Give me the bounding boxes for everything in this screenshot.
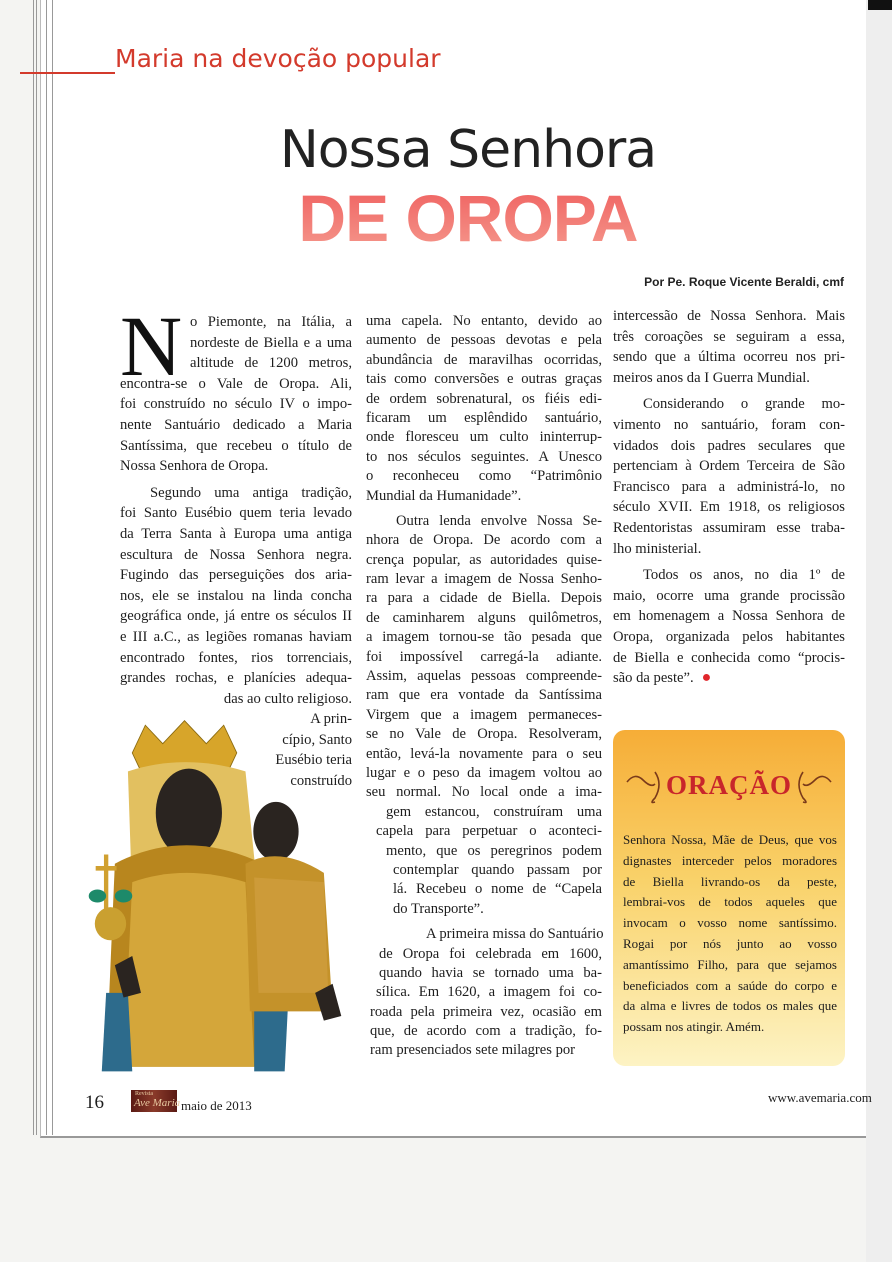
text-line: vimento no santuário, foram con- bbox=[613, 416, 845, 433]
text-line: construído bbox=[290, 773, 352, 790]
text-line: ram presenciados sete milagres por bbox=[370, 1042, 576, 1059]
text-line: Eusébio teria bbox=[275, 752, 352, 769]
text-line: de Biella e conhecida como “procis- bbox=[613, 649, 845, 666]
text-line: nordeste de Biella e a uma bbox=[190, 334, 352, 351]
text-line: sendo que a última ocorreu nos pri- bbox=[613, 349, 845, 366]
byline: Por Pe. Roque Vicente Beraldi, cmf bbox=[644, 275, 844, 289]
text-line: Virgem que a imagem permaneces- bbox=[366, 706, 602, 723]
text-line: foi impossível carregá-la adiante. bbox=[366, 648, 602, 665]
text-line: Considerando o grande mo- bbox=[643, 396, 845, 413]
text-line: da Terra Santa à Europa uma antiga bbox=[120, 525, 352, 542]
title-line-2: DE OROPA bbox=[0, 180, 892, 256]
text-line: escultura de Nossa Senhora negra. bbox=[120, 546, 352, 563]
text-line: ram levar a imagem de Nossa Senho- bbox=[366, 571, 602, 588]
text-line: aumento de pessoas devotas e pela bbox=[366, 332, 602, 349]
text-line: encontrado fontes, rios torrenciais, bbox=[120, 649, 352, 666]
text-line: beneficiados com a saúde do corpo e bbox=[623, 977, 837, 993]
kicker-rule bbox=[20, 72, 115, 74]
text-line: sílica. Em 1620, a imagem foi co- bbox=[376, 984, 602, 1001]
text-line: foi construído no século IV o impo- bbox=[120, 396, 352, 413]
text-line: e III a.C., as legiões romanas haviam bbox=[120, 628, 352, 645]
prayer-title: ORAÇÃO bbox=[666, 770, 792, 800]
text-line: o Piemonte, na Itália, a bbox=[190, 314, 352, 330]
text-line: lá. Recebeu o nome de “Capela bbox=[393, 881, 602, 898]
text-line: amantíssimo Filho, para que sejamos bbox=[623, 956, 837, 972]
text-line: crença popular, as autoridades quise- bbox=[366, 551, 602, 568]
text-line: nhora de Oropa. De acordo com a bbox=[366, 532, 602, 549]
text-line: roada pela primeira vez, ocasião em bbox=[370, 1003, 602, 1020]
issue-date: maio de 2013 bbox=[181, 1098, 252, 1113]
text-line: Santíssima, que recebeu o título de bbox=[120, 437, 352, 454]
text-line: lho ministerial. bbox=[613, 540, 702, 557]
text-line: são da peste”. bbox=[613, 670, 694, 687]
text-line: possam nos atingir. Amém. bbox=[623, 1019, 765, 1035]
page-number: 16 bbox=[85, 1092, 104, 1113]
text-line: onde floresceu um culto ininterrup- bbox=[366, 429, 602, 446]
text-line: ram que era vontade da Santíssima bbox=[366, 687, 602, 704]
text-line: grandes rochas, e planícies adequa- bbox=[120, 670, 352, 687]
text-line: lugar e o peso da imagem voltou ao bbox=[366, 764, 602, 781]
text-line: Senhora Nossa, Mãe de Deus, que vos bbox=[623, 832, 837, 847]
text-line: mento, que os peregrinos podem bbox=[386, 842, 602, 859]
section-kicker: Maria na devoção popular bbox=[115, 44, 441, 73]
text-line: Nossa Senhora de Oropa. bbox=[120, 458, 269, 475]
text-line: seu normal. No local onde a ima- bbox=[366, 784, 602, 801]
text-line: quando havia se tornado uma ba- bbox=[379, 964, 602, 981]
text-line: Assim, aquelas pessoas compreende- bbox=[366, 668, 602, 685]
text-line: contemplar quando passam por bbox=[393, 861, 602, 878]
magazine-logo bbox=[131, 1090, 181, 1112]
text-line: da alma e livres de todos os males que bbox=[623, 998, 837, 1014]
article-column-2 bbox=[366, 312, 602, 1061]
text-line: to nos séculos seguintes. A Unesco bbox=[366, 448, 602, 465]
prayer-text bbox=[623, 830, 837, 1038]
text-line: de Oropa foi celebrada em 1600, bbox=[379, 945, 602, 962]
text-line: Mundial da Humanidade”. bbox=[366, 487, 522, 504]
text-line: dignastes interceder pelos moradores bbox=[623, 852, 837, 868]
text-line: Fugindo das perseguições dos aria- bbox=[120, 567, 352, 584]
text-line: lembrai-vos de todos aqueles que bbox=[623, 894, 837, 910]
text-line: meiros anos da I Guerra Mundial. bbox=[613, 369, 810, 386]
text-line: se no Vale de Oropa. Resolveram, bbox=[366, 726, 602, 743]
logo-name: Ave Maria bbox=[134, 1097, 181, 1109]
text-line: ra para a cidade de Biella. Depois bbox=[366, 590, 602, 607]
text-line: de caminharem alguns quilômetros, bbox=[366, 609, 602, 626]
text-line: altitude de 1200 metros, bbox=[190, 355, 352, 372]
text-line: nente Santuário dedicado a Maria bbox=[120, 416, 352, 433]
text-line: que, de acordo com a tradição, fo- bbox=[370, 1023, 602, 1040]
text-line: das ao culto religioso. bbox=[223, 690, 352, 707]
article-column-1 bbox=[120, 312, 352, 792]
drop-cap: N bbox=[120, 298, 183, 394]
text-line: abundância de maravilhas ocorridas, bbox=[366, 351, 602, 368]
text-line: o reconheceu como “Patrimônio bbox=[366, 468, 602, 485]
text-line: capela para perpetuar o aconteci- bbox=[376, 823, 602, 840]
text-line: encontra-se o Vale de Oropa. Ali, bbox=[120, 375, 352, 392]
article-column-3 bbox=[613, 306, 845, 689]
text-line: maio, ocorre uma grande procissão bbox=[613, 587, 845, 604]
text-line: invocam o vosso nome santíssimo. bbox=[623, 915, 837, 931]
text-line: do Transporte”. bbox=[393, 900, 484, 917]
text-line: Francisco para a administrá-lo, no bbox=[613, 478, 845, 495]
text-line: em homenagem a Nossa Senhora de bbox=[613, 608, 845, 625]
text-line: vidados dois padres seculares que bbox=[613, 437, 845, 454]
text-line: Outra lenda envolve Nossa Se- bbox=[396, 512, 602, 529]
text-line: nos, ele se instalou na linda concha bbox=[120, 587, 352, 604]
text-line: geográfica onde, já entre os séculos II bbox=[120, 608, 352, 625]
text-line: de Biella livrando-os da peste, bbox=[623, 873, 837, 889]
text-line: então, levá-la novamente para o seu bbox=[366, 745, 602, 762]
text-line: Redentoristas assumiram esse traba- bbox=[613, 519, 845, 536]
text-line: foi Santo Eusébio quem teria levado bbox=[120, 505, 352, 522]
text-line: a imagem tornou-se tão pesada que bbox=[366, 629, 602, 646]
text-line: tais como conversões e outras graças bbox=[366, 371, 602, 388]
text-line: A prin- bbox=[310, 711, 352, 728]
text-line: cípio, Santo bbox=[282, 731, 352, 748]
text-line: três coroações se seguiram a essa, bbox=[613, 328, 845, 345]
text-line: Oropa, organizada pelos habitantes bbox=[613, 628, 845, 645]
website-url[interactable]: www.avemaria.com bbox=[768, 1090, 872, 1105]
end-mark-icon: ● bbox=[701, 669, 712, 687]
text-line: Segundo uma antiga tradição, bbox=[150, 484, 352, 501]
text-line: A primeira missa do Santuário bbox=[426, 926, 604, 943]
text-line: de ordem sobrenatural, os fiéis edi- bbox=[366, 390, 602, 407]
text-line: intercessão de Nossa Senhora. Mais bbox=[613, 308, 845, 324]
text-line: Rogai por nós junto ao vosso bbox=[623, 935, 837, 951]
text-line: gem estancou, construíram uma bbox=[386, 803, 602, 820]
text-line: uma capela. No entanto, devido ao bbox=[366, 313, 602, 329]
text-line: ficaram um esplêndido santuário, bbox=[366, 409, 602, 426]
text-line: pertenciam à Ordem Terceira de São bbox=[613, 458, 845, 475]
text-line: Todos os anos, no dia 1º de bbox=[643, 567, 845, 584]
scroll-ornament-icon bbox=[793, 768, 833, 806]
title-line-1: Nossa Senhora bbox=[279, 120, 657, 180]
text-line: século XVII. Em 1918, os religiosos bbox=[613, 499, 845, 516]
logo-small-text: Revista bbox=[135, 1091, 153, 1097]
prayer-box bbox=[613, 730, 845, 1066]
